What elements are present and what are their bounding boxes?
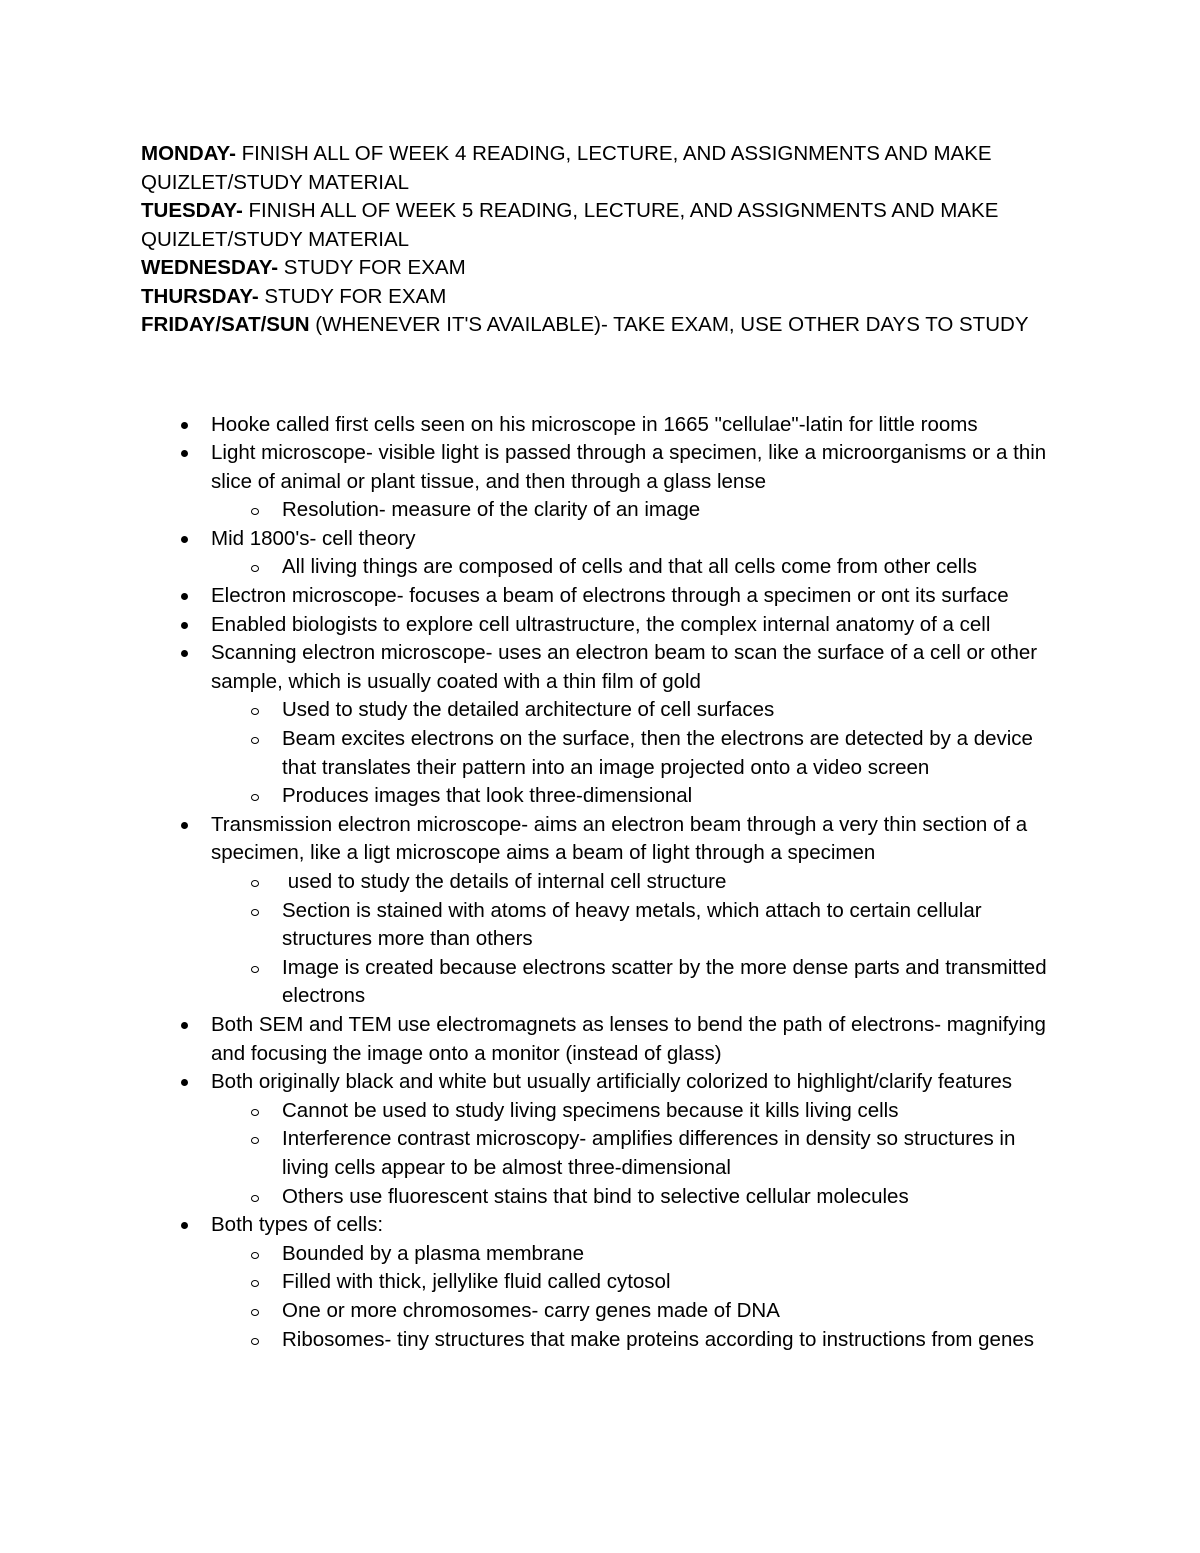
list-item-text: Electron microscope- focuses a beam of electrons through a specimen or ont its surface [211,584,1009,608]
list-item-text: Transmission electron microscope- aims an electron beam through a very thin section of a specimen, like a ligt microscope aims a beam of light through a specimen [211,812,1028,865]
list-item [141,639,1061,811]
sub-list-item-text: Resolution- measure of the clarity of an image [282,498,701,522]
list-item [141,811,1061,1011]
sub-list [211,553,1061,582]
sub-list-item-text: One or more chromosomes- carry genes made of DNA [282,1298,780,1322]
sub-list-item [211,553,1061,582]
sub-list-item-text: Interference contrast microscopy- amplifies differences in density so structures in living cells appear to be almost three-dimensional [282,1127,1016,1179]
bullet-icon [181,1022,188,1029]
sub-list-item-text: Produces images that look three-dimensional [282,784,693,808]
sub-list-item [211,1097,1061,1126]
sub-list-item [211,1183,1061,1212]
bullet-icon [181,822,188,829]
bullet-icon [181,1079,188,1086]
bullet-icon [181,450,188,457]
list-item-text: Both originally black and white but usually artificially colorized to highlight/clarify features [211,1070,1013,1094]
list-item [141,1211,1061,1354]
circle-bullet-icon [251,1338,259,1345]
schedule-task: FINISH ALL OF WEEK 4 READING, LECTURE, AND ASSIGNMENTS AND MAKE QUIZLET/STUDY MATERIAL [141,142,992,194]
circle-bullet-icon [251,909,259,916]
circle-bullet-icon [251,1195,259,1202]
schedule-task: STUDY FOR EXAM [278,256,466,279]
list-item [141,1011,1061,1068]
sub-list [211,696,1061,810]
sub-list-item-text: Filled with thick, jellylike fluid called cytosol [282,1270,671,1294]
sub-list [211,1097,1061,1211]
sub-list-item [211,1326,1061,1355]
list-item-text: Both SEM and TEM use electromagnets as lenses to bend the path of electrons- magnifying and focusing the image onto a monitor (instead of glass) [211,1012,1046,1065]
sub-list-item-text: Section is stained with atoms of heavy metals, which attach to certain cellular structures more than others [282,898,982,951]
sub-list-item [211,782,1061,811]
schedule-day-label: FRIDAY/SAT/SUN [141,313,310,336]
list-item [141,1068,1061,1211]
sub-list-item-text: Ribosomes- tiny structures that make proteins according to instructions from genes [282,1327,1034,1351]
schedule-monday [141,140,1061,197]
sub-list-item-text: All living things are composed of cells and that all cells come from other cells [282,555,978,579]
bullet-icon [181,422,188,429]
sub-list-item [211,1297,1061,1326]
lecture-notes [141,411,1061,1355]
sub-list-item [211,696,1061,725]
schedule-task: STUDY FOR EXAM [258,284,447,308]
schedule-weekend [141,311,1061,340]
sub-list-item [211,897,1061,954]
schedule-task: FINISH ALL OF WEEK 5 READING, LECTURE, AND ASSIGNMENTS AND MAKE QUIZLET/STUDY MATERIAL [141,199,999,251]
circle-bullet-icon [251,794,259,801]
circle-bullet-icon [251,565,259,572]
schedule-thursday [141,283,1061,312]
sub-list-item-text: Beam excites electrons on the surface, then the electrons are detected by a device that translates their pattern into an image projected onto a video screen [282,727,1033,779]
sub-list-item-text: Others use fluorescent stains that bind to selective cellular molecules [282,1184,909,1208]
schedule-task: (WHENEVER IT'S AVAILABLE)- TAKE EXAM, USE OTHER DAYS TO STUDY [309,313,1029,336]
circle-bullet-icon [251,1137,259,1144]
schedule-day-label: TUESDAY- [141,199,243,222]
list-item [141,582,1061,611]
sub-list [211,868,1061,1011]
sub-list-item-text: Used to study the detailed architecture of cell surfaces [282,698,775,722]
sub-list-item [211,1268,1061,1297]
circle-bullet-icon [251,1309,259,1316]
circle-bullet-icon [251,737,259,744]
sub-list-item [211,868,1061,897]
schedule-wednesday [141,254,1061,283]
notes-list [141,411,1061,1355]
sub-list-item-text: Image is created because electrons scatter by the more dense parts and transmitted electrons [282,955,1047,1008]
bullet-icon [181,650,188,657]
list-item [141,525,1061,582]
circle-bullet-icon [251,1280,259,1287]
circle-bullet-icon [251,508,259,515]
sub-list-item [211,1125,1061,1182]
bullet-icon [181,593,188,600]
circle-bullet-icon [251,880,259,887]
list-item [141,411,1061,440]
sub-list-item [211,725,1061,782]
schedule-day-label: THURSDAY- [141,284,259,308]
circle-bullet-icon [251,1109,259,1116]
sub-list-item-text: Bounded by a plasma membrane [282,1241,584,1265]
bullet-icon [181,622,188,629]
study-schedule [141,140,1061,340]
list-item-text: Scanning electron microscope- uses an electron beam to scan the surface of a cell or other sample, which is usually coated with a thin film of gold [211,641,1038,693]
sub-list-item [211,496,1061,525]
sub-list-item-text: used to study the details of internal cell structure [282,870,727,893]
sub-list-item [211,1240,1061,1269]
list-item-text: Both types of cells: [211,1213,384,1237]
sub-list-item [211,954,1061,1011]
bullet-icon [181,1222,188,1229]
schedule-day-label: WEDNESDAY- [141,256,279,279]
bullet-icon [181,536,188,543]
circle-bullet-icon [251,708,259,715]
document-page [141,140,1061,1354]
sub-list [211,496,1061,525]
circle-bullet-icon [251,1252,259,1259]
list-item-text: Hooke called first cells seen on his microscope in 1665 "cellulae"-latin for little rooms [211,412,978,436]
list-item [141,439,1061,525]
circle-bullet-icon [251,966,259,973]
list-item-text: Light microscope- visible light is passed through a specimen, like a microorganisms or a thin slice of animal or plant tissue, and then through a glass lense [211,441,1047,493]
sub-list-item-text: Cannot be used to study living specimens because it kills living cells [282,1098,899,1122]
schedule-tuesday [141,197,1061,254]
schedule-day-label: MONDAY- [141,142,236,165]
sub-list [211,1240,1061,1354]
list-item [141,611,1061,640]
list-item-text: Mid 1800's- cell theory [211,526,416,550]
list-item-text: Enabled biologists to explore cell ultrastructure, the complex internal anatomy of a cell [211,612,991,636]
